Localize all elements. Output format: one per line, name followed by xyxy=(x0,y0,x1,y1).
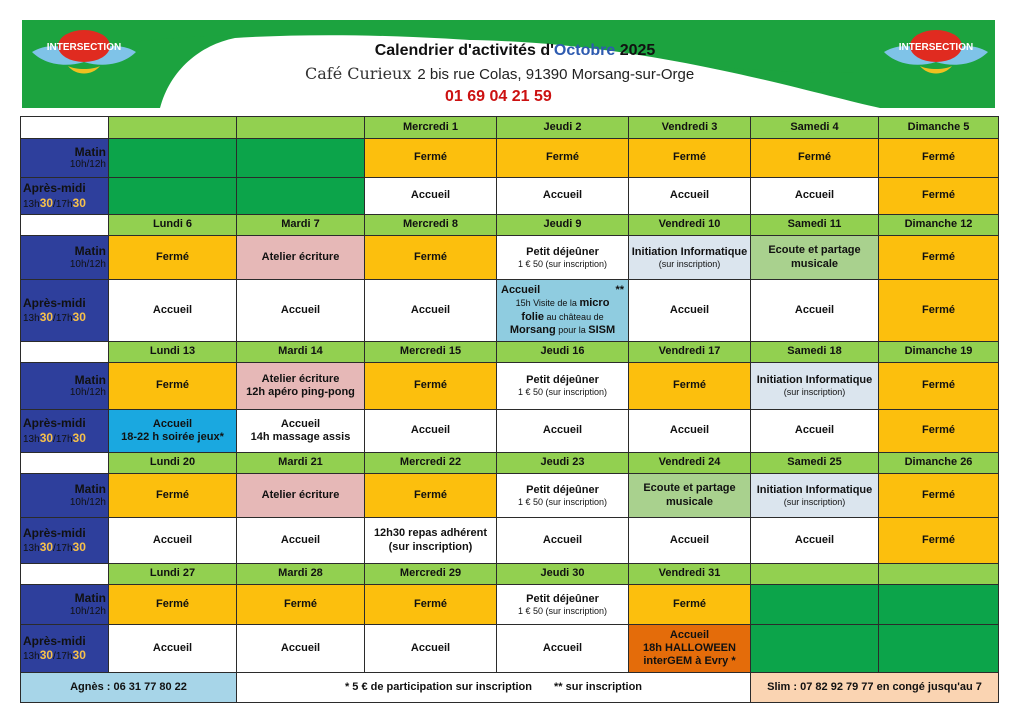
activity-cell: Initiation Informatique (sur inscription) xyxy=(751,474,879,518)
apres-label: Après-midi 13h30/17h30 xyxy=(21,518,109,564)
activity-cell: Accueil 14h massage assis xyxy=(237,410,365,453)
activity-cell-halloween: Accueil 18h HALLOWEEN interGEM à Evry * xyxy=(629,625,751,673)
corner-cell xyxy=(21,453,109,474)
day-header: Mercredi 8 xyxy=(365,215,497,236)
activity-cell: Accueil xyxy=(629,518,751,564)
day-header: Samedi 11 xyxy=(751,215,879,236)
activity-cell: Petit déjeûner 1 € 50 (sur inscription) xyxy=(497,363,629,410)
matin-label: Matin 10h/12h xyxy=(21,474,109,518)
activity-cell: Fermé xyxy=(879,280,999,342)
activity-cell: Accueil xyxy=(629,178,751,215)
activity-cell: Fermé xyxy=(879,518,999,564)
apres-row xyxy=(21,518,999,564)
activity-cell: 12h30 repas adhérent (sur inscription) xyxy=(365,518,497,564)
activity-cell: Ecoute et partage musicale xyxy=(751,236,879,280)
day-header: Vendredi 10 xyxy=(629,215,751,236)
day-header: Vendredi 24 xyxy=(629,453,751,474)
apres-label: Après-midi 13h30/17h30 xyxy=(21,178,109,215)
activity-cell: Fermé xyxy=(879,178,999,215)
day-header: Dimanche 26 xyxy=(879,453,999,474)
day-header: Vendredi 17 xyxy=(629,342,751,363)
matin-label: Matin 10h/12h xyxy=(21,236,109,280)
activity-cell: Accueil xyxy=(751,410,879,453)
footnotes: * 5 € de participation sur inscription ** sur inscription xyxy=(237,673,751,703)
matin-row xyxy=(21,139,999,178)
day-header: Jeudi 30 xyxy=(497,564,629,585)
intersection-logo-right xyxy=(880,24,992,86)
apres-row xyxy=(21,625,999,673)
cafe-name: Café Curieux xyxy=(305,64,412,83)
day-header xyxy=(751,564,879,585)
activity-cell: Fermé xyxy=(365,139,497,178)
empty-cell xyxy=(751,585,879,625)
corner-cell xyxy=(21,117,109,139)
activity-cell: Fermé xyxy=(365,363,497,410)
activity-cell: Accueil xyxy=(109,518,237,564)
title-month: Octobre xyxy=(553,42,616,59)
day-header xyxy=(879,564,999,585)
matin-row xyxy=(21,474,999,518)
day-header: Jeudi 16 xyxy=(497,342,629,363)
empty-cell xyxy=(237,178,365,215)
address-line xyxy=(305,64,745,83)
activity-cell: Petit déjeûner 1 € 50 (sur inscription) xyxy=(497,585,629,625)
apres-row xyxy=(21,280,999,342)
activity-cell: Initiation Informatique (sur inscription) xyxy=(629,236,751,280)
matin-label: Matin 10h/12h xyxy=(21,585,109,625)
activity-cell: Fermé xyxy=(629,139,751,178)
activity-cell: Fermé xyxy=(109,585,237,625)
corner-cell xyxy=(21,215,109,236)
activity-cell: Accueil xyxy=(497,625,629,673)
day-header: Mardi 28 xyxy=(237,564,365,585)
day-header: Lundi 6 xyxy=(109,215,237,236)
activity-cell: Fermé xyxy=(751,139,879,178)
activity-cell: Fermé xyxy=(879,139,999,178)
day-header: Jeudi 9 xyxy=(497,215,629,236)
activity-cell: Fermé xyxy=(629,363,751,410)
day-header xyxy=(237,117,365,139)
matin-label: Matin 10h/12h xyxy=(21,139,109,178)
activity-cell: Fermé xyxy=(629,585,751,625)
intersection-logo-left xyxy=(28,24,140,86)
activity-cell: Accueil xyxy=(497,518,629,564)
day-header: Lundi 13 xyxy=(109,342,237,363)
activity-cell: Accueil xyxy=(497,410,629,453)
empty-cell xyxy=(109,178,237,215)
calendar-grid xyxy=(20,116,999,703)
day-header: Jeudi 2 xyxy=(497,117,629,139)
activity-cell: Fermé xyxy=(879,236,999,280)
day-header-row xyxy=(21,564,999,585)
activity-cell: Accueil xyxy=(237,625,365,673)
empty-cell xyxy=(109,139,237,178)
day-header: Jeudi 23 xyxy=(497,453,629,474)
day-header: Vendredi 3 xyxy=(629,117,751,139)
activity-cell: Accueil xyxy=(109,625,237,673)
day-header: Lundi 20 xyxy=(109,453,237,474)
activity-cell: Accueil 18-22 h soirée jeux* xyxy=(109,410,237,453)
day-header: Dimanche 19 xyxy=(879,342,999,363)
activity-cell: Accueil xyxy=(629,410,751,453)
contact-agnes: Agnès : 06 31 77 80 22 xyxy=(21,673,237,703)
day-header-row xyxy=(21,453,999,474)
apres-label: Après-midi 13h30/17h30 xyxy=(21,625,109,673)
activity-cell: Accueil xyxy=(365,178,497,215)
activity-cell: Fermé xyxy=(879,410,999,453)
empty-cell xyxy=(879,585,999,625)
apres-row xyxy=(21,410,999,453)
day-header-row xyxy=(21,117,999,139)
activity-cell: Accueil xyxy=(751,280,879,342)
day-header: Samedi 18 xyxy=(751,342,879,363)
activity-cell: Accueil xyxy=(365,625,497,673)
matin-row xyxy=(21,363,999,410)
apres-row xyxy=(21,178,999,215)
day-header: Mercredi 22 xyxy=(365,453,497,474)
day-header xyxy=(109,117,237,139)
activity-cell: Fermé xyxy=(109,474,237,518)
activity-cell: Fermé xyxy=(237,585,365,625)
activity-cell: Fermé xyxy=(365,236,497,280)
activity-cell: Atelier écriture xyxy=(237,236,365,280)
activity-cell: Accueil xyxy=(237,280,365,342)
activity-cell: Fermé xyxy=(365,474,497,518)
corner-cell xyxy=(21,564,109,585)
activity-cell: Fermé xyxy=(879,474,999,518)
empty-cell xyxy=(751,625,879,673)
activity-cell: Petit déjeûner 1 € 50 (sur inscription) xyxy=(497,474,629,518)
day-header: Dimanche 5 xyxy=(879,117,999,139)
day-header: Mercredi 1 xyxy=(365,117,497,139)
activity-cell: Accueil xyxy=(109,280,237,342)
day-header: Dimanche 12 xyxy=(879,215,999,236)
activity-cell: Ecoute et partage musicale xyxy=(629,474,751,518)
matin-row xyxy=(21,236,999,280)
activity-cell: Accueil xyxy=(237,518,365,564)
activity-cell: Fermé xyxy=(879,363,999,410)
apres-label: Après-midi 13h30/17h30 xyxy=(21,410,109,453)
activity-cell: Accueil xyxy=(365,280,497,342)
activity-cell: Atelier écriture xyxy=(237,474,365,518)
address: 2 bis rue Colas, 91390 Morsang-sur-Orge xyxy=(417,66,695,83)
activity-cell: Fermé xyxy=(109,363,237,410)
day-header: Mardi 14 xyxy=(237,342,365,363)
activity-cell: Accueil xyxy=(629,280,751,342)
page-title: Calendrier d'activités d'Octobre 2025 xyxy=(374,42,656,59)
day-header: Vendredi 31 xyxy=(629,564,751,585)
day-header-row xyxy=(21,342,999,363)
matin-row xyxy=(21,585,999,625)
activity-cell: Accueil xyxy=(751,178,879,215)
activity-cell: Accueil xyxy=(497,178,629,215)
matin-label: Matin 10h/12h xyxy=(21,363,109,410)
day-header-row xyxy=(21,215,999,236)
svg-text:INTERSECTION: INTERSECTION xyxy=(46,42,122,53)
empty-cell xyxy=(237,139,365,178)
day-header: Mercredi 15 xyxy=(365,342,497,363)
day-header: Samedi 4 xyxy=(751,117,879,139)
activity-cell: Fermé xyxy=(365,585,497,625)
day-header: Lundi 27 xyxy=(109,564,237,585)
activity-cell: Fermé xyxy=(497,139,629,178)
day-header: Mardi 21 xyxy=(237,453,365,474)
day-header: Mercredi 29 xyxy=(365,564,497,585)
activity-cell: Fermé xyxy=(109,236,237,280)
phone-number: 01 69 04 21 59 xyxy=(445,88,552,105)
corner-cell xyxy=(21,342,109,363)
activity-cell: Initiation Informatique (sur inscription) xyxy=(751,363,879,410)
footer-row xyxy=(21,673,999,703)
header-banner xyxy=(0,0,1024,115)
activity-cell-sism: Accueil ** 15h Visite de la micro folie au château de Morsang pour la SISM xyxy=(497,280,629,342)
contact-slim: Slim : 07 82 92 79 77 en congé jusqu'au 7 xyxy=(751,673,999,703)
svg-text:INTERSECTION: INTERSECTION xyxy=(898,42,974,53)
day-header: Samedi 25 xyxy=(751,453,879,474)
day-header: Mardi 7 xyxy=(237,215,365,236)
activity-cell: Atelier écriture 12h apéro ping-pong xyxy=(237,363,365,410)
activity-cell: Petit déjeûner 1 € 50 (sur inscription) xyxy=(497,236,629,280)
apres-label: Après-midi 13h30/17h30 xyxy=(21,280,109,342)
empty-cell xyxy=(879,625,999,673)
activity-cell: Accueil xyxy=(751,518,879,564)
activity-cell: Accueil xyxy=(365,410,497,453)
